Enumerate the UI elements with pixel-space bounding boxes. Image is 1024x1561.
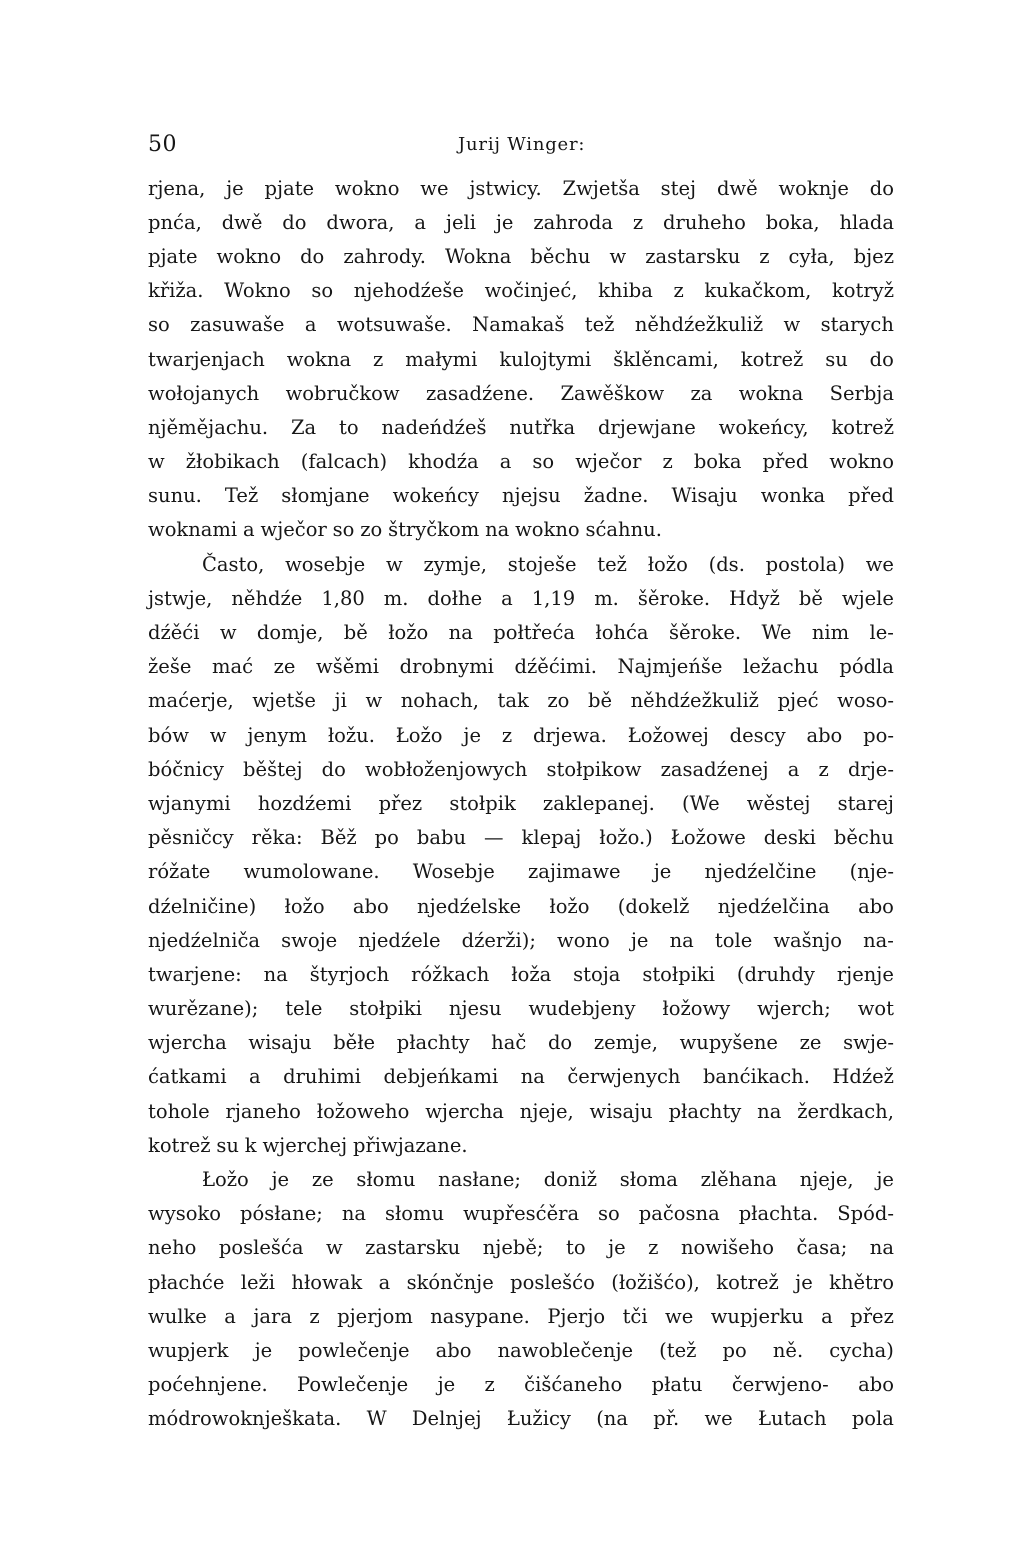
text-line: křiža. Wokno so njehodźeše wočinjeć, khiba z kukačkom, kotryž xyxy=(148,279,894,303)
text-line: wupjerk je powlečenje abo nawoblečenje (tež po ně. cycha) xyxy=(148,1338,894,1362)
text-line: twarjene: na štyrjoch róžkach łoža stoja stołpiki (druhdy rjenje xyxy=(148,962,894,986)
text-line: módrowoknješkata. W Delnjej Łužicy (na př. we Łutach pola xyxy=(148,1407,894,1431)
text-line: płachće leži hłowak a skónčnje poslešćo (łožišćo), kotrež je khětro xyxy=(148,1270,894,1294)
text-line: sunu. Tež słomjane wokeńcy njejsu žadne. Wisaju wonka před xyxy=(148,484,894,508)
text-line: wurězane); tele stołpiki njesu wudebjeny łožowy wjerch; wot xyxy=(148,997,894,1021)
text-line: dźelničine) łožo abo njedźelske łožo (dokelž njedźelčina abo xyxy=(148,894,894,918)
text-line: pěsničcy rěka: Běž po babu — klepaj łožo.) Łožowe deski běchu xyxy=(148,826,894,850)
text-line: so zasuwaše a wotsuwaše. Namakaš tež něhdźežkuliž w starych xyxy=(148,313,894,337)
text-line: tohole rjaneho łožoweho wjercha njeje, wisaju płachty na žerdkach, xyxy=(148,1099,894,1123)
text-line: Łožo je ze słomu nasłane; doniž słoma zlěhana njeje, je xyxy=(202,1168,894,1192)
text-line: neho poslešća w zastarsku njebě; to je z nowišeho časa; na xyxy=(148,1236,894,1260)
body-text xyxy=(148,171,894,1436)
text-line: woknami a wječor so zo štryčkom na wokno sćahnu. xyxy=(148,518,662,542)
text-line: pnća, dwě do dwora, a jeli je zahroda z druheho boka, hlada xyxy=(148,210,894,234)
running-title: Jurij Winger: xyxy=(458,134,586,155)
text-line: dźěći w domje, bě łožo na połtřeća łohća šěroke. We nim le- xyxy=(148,621,894,645)
text-line: bów w jenym łožu. Łožo je z drjewa. Łožowej descy abo po- xyxy=(148,723,894,747)
text-line: wołojanych wobručkow zasadźene. Zawěškow za wokna Serbja xyxy=(148,381,894,405)
text-line: ćatkami a druhimi debjeńkami na čerwjenych banćikach. Hdźež xyxy=(148,1065,894,1089)
text-line: wulke a jara z pjerjom nasypane. Pjerjo tči we wupjerku a přez xyxy=(148,1304,894,1328)
text-line: Často, wosebje w zymje, stoješe tež łožo (ds. postola) we xyxy=(202,552,894,576)
text-line: w žłobikach (falcach) khodźa a so wječor z boka před wokno xyxy=(148,450,894,474)
text-line: pjate wokno do zahrody. Wokna běchu w zastarsku z cyła, bjez xyxy=(148,244,894,268)
text-line: róžate wumolowane. Wosebje zajimawe je njedźelčine (nje- xyxy=(148,860,894,884)
text-line: twarjenjach wokna z małymi kulojtymi šklěncami, kotrež su do xyxy=(148,347,894,371)
text-line: bóčnicy běštej do wobłoženjowych stołpikow zasadźenej a z drje- xyxy=(148,757,894,781)
text-line: kotrež su k wjerchej přiwjazane. xyxy=(148,1133,468,1157)
text-line: wjercha wisaju běłe płachty hač do zemje, wupyšene ze swje- xyxy=(148,1031,894,1055)
page-header xyxy=(0,128,1024,162)
text-line: njedźelniča swoje njedźele dźerži); wono je na tole wašnjo na- xyxy=(148,928,894,952)
text-line: wjanymi hozdźemi přez stołpik zaklepanej. (We wěstej starej xyxy=(148,791,894,815)
text-line: jstwje, něhdźe 1,80 m. dołhe a 1,19 m. šěroke. Hdyž bě wjele xyxy=(148,586,894,610)
text-line: njěmějachu. Za to nadeńdźeš nutřka drjewjane wokeńcy, kotrež xyxy=(148,415,894,439)
text-line: wysoko pósłane; na słomu wupřesćěra so pačosna płachta. Spód- xyxy=(148,1202,894,1226)
text-line: poćehnjene. Powlečenje je z čišćaneho płatu čerwjeno- abo xyxy=(148,1373,894,1397)
text-line: žeše mać ze wšěmi drobnymi dźěćimi. Najmjeńše ležachu pódla xyxy=(148,655,894,679)
page-number: 50 xyxy=(148,132,177,157)
text-line: rjena, je pjate wokno we jstwicy. Zwjetša stej dwě woknje do xyxy=(148,176,894,200)
text-line: maćerje, wjetše ji w nohach, tak zo bě něhdźežkuliž pjeć woso- xyxy=(148,689,894,713)
